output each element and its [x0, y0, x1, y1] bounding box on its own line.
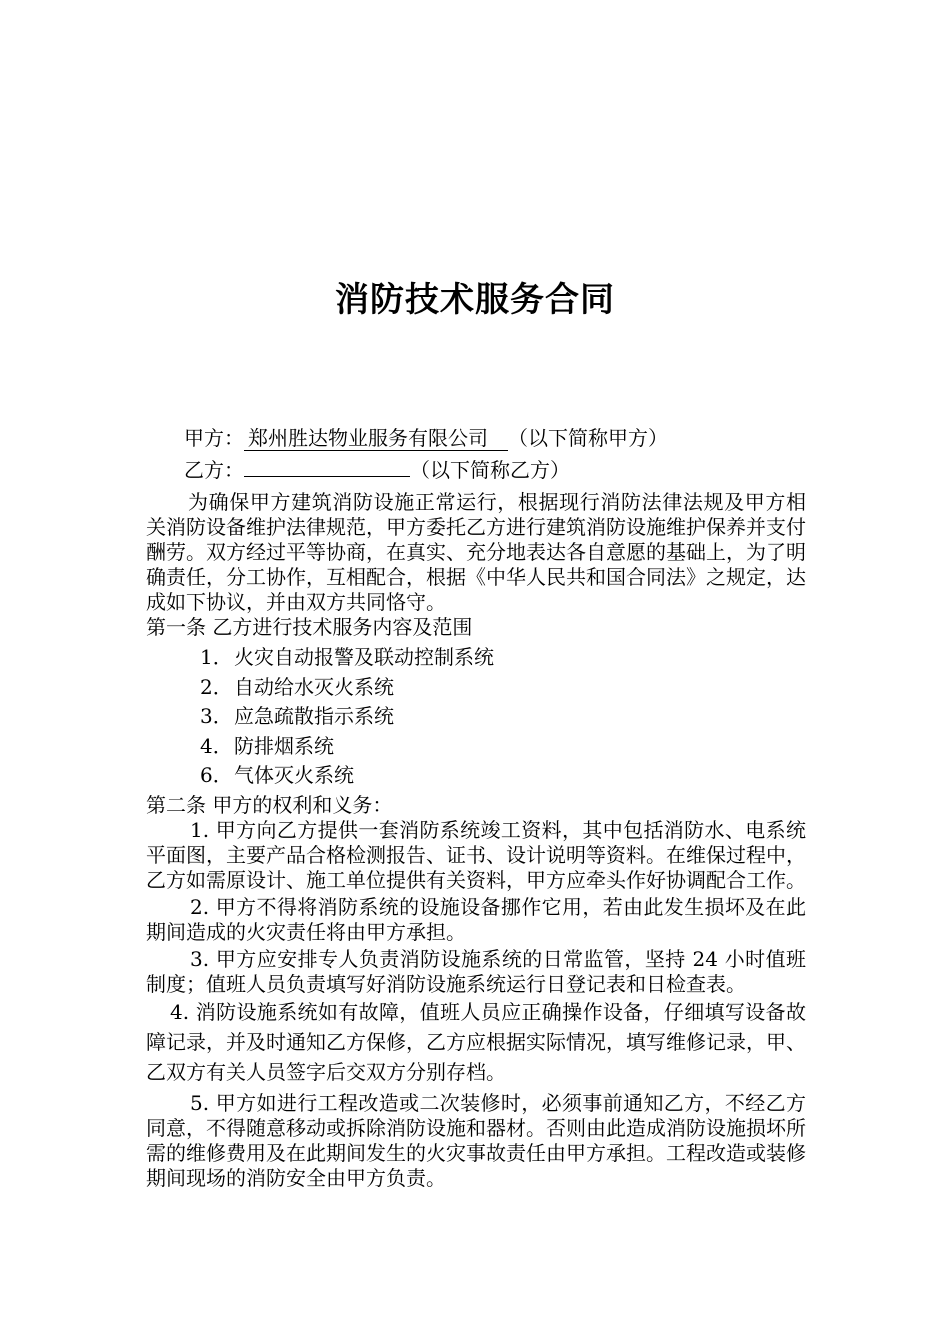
article2-clause-5: 5. 甲方如进行工程改造或二次装修时，必须事前通知乙方，不经乙方同意，不得随意移动或拆除消防设施和器材。否则由此造成消防设施损坏所需的维修费用及在此期间发生的火灾事故责任由甲方承担。工程改造或装修期间现场的消防安全由甲方负责。 — [146, 1090, 806, 1190]
article2-clause-3: 3. 甲方应安排专人负责消防设施系统的日常监管，坚持 24 小时值班制度；值班人员负责填写好消防设施系统运行日登记表和日检查表。 — [146, 946, 806, 996]
list-item-text: 应急疏散指示系统 — [234, 704, 394, 728]
list-item — [200, 702, 806, 732]
list-item — [200, 732, 806, 762]
list-item-text: 火灾自动报警及联动控制系统 — [234, 645, 494, 669]
contract-body — [146, 422, 806, 1191]
list-item-text: 防排烟系统 — [234, 733, 334, 758]
list-item-text: 气体灭火系统 — [234, 763, 354, 787]
list-item — [200, 673, 806, 703]
list-item-number: 6． — [200, 763, 233, 787]
article2-clause-4: 4. 消防设施系统如有故障，值班人员应正确操作设备，仔细填写设备故障记录，并及时通知乙方保修，乙方应根据实际情况，填写维修记录，甲、乙双方有关人员签字后交双方分别存档。 — [146, 999, 806, 1084]
page-title: 消防技术服务合同 — [335, 280, 615, 320]
preamble-paragraph: 为确保甲方建筑消防设施正常运行，根据现行消防法律法规及甲方相关消防设备维护法律规范，甲方委托乙方进行建筑消防设施维护保养并支付酬劳。双方经过平等协商，在真实、充分地表达各自意愿的基础上，为了明确责任，分工协作，互相配合，根据《中华人民共和国合同法》之规定，达成如下协议，并由双方共同恪守。 — [146, 490, 806, 614]
list-item-number: 4． — [200, 733, 233, 758]
party-b-name — [244, 454, 410, 477]
article1-heading: 第一条 乙方进行技术服务内容及范围 — [146, 615, 473, 639]
article2-clause-1: 1. 甲方向乙方提供一套消防系统竣工资料，其中包括消防水、电系统平面图，主要产品合格检测报告、证书、设计说明等资料。在维保过程中，乙方如需原设计、施工单位提供有关资料，甲方应牵头作好协调配合工作。 — [146, 817, 806, 892]
party-b-suffix: （以下简称乙方） — [410, 458, 570, 482]
party-a-label: 甲方： — [184, 426, 244, 450]
party-b-line — [146, 454, 806, 486]
party-a-line — [146, 422, 806, 454]
list-item-number: 2． — [200, 674, 233, 699]
list-item — [200, 761, 806, 791]
service-scope-list — [146, 643, 806, 791]
list-item-number: 3． — [200, 704, 233, 728]
article2-clause-2: 2. 甲方不得将消防系统的设施设备挪作它用，若由此发生损坏及在此期间造成的火灾责任将由甲方承担。 — [146, 894, 806, 944]
list-item — [200, 643, 806, 673]
party-a-name: 郑州胜达物业服务有限公司 — [244, 426, 508, 451]
list-item-text: 自动给水灭火系统 — [234, 674, 394, 699]
list-item-number: 1． — [200, 645, 233, 669]
article2-heading: 第二条 甲方的权利和义务： — [146, 792, 393, 817]
party-a-suffix: （以下简称甲方） — [508, 426, 668, 450]
party-b-label: 乙方： — [184, 458, 244, 482]
